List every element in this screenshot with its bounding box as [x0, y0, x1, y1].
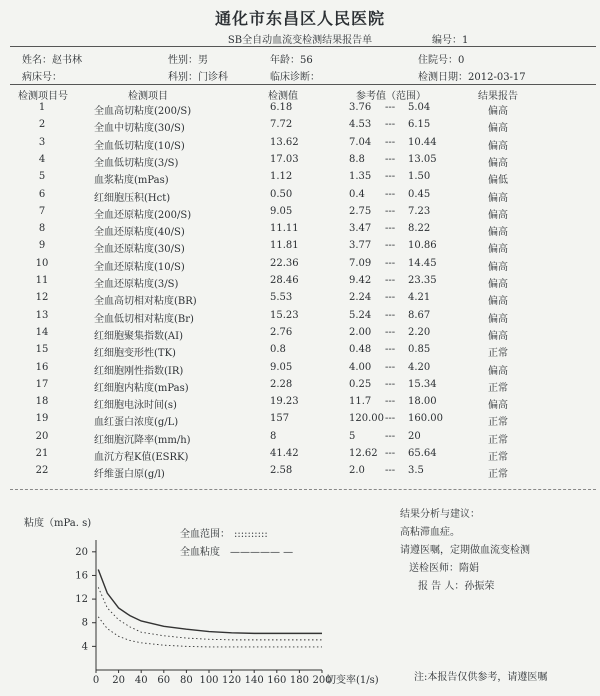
row-number: 21: [35, 448, 49, 459]
reporter-label: 报 告 人：: [418, 581, 465, 592]
row-range-low: 1.35: [349, 171, 372, 183]
patient-name-label: 姓名：: [22, 55, 52, 66]
row-range-low: 11.7: [349, 396, 372, 408]
legend-viscosity-label: 全血粘度: [180, 547, 220, 558]
row-range-high: 14.45: [408, 257, 437, 269]
row-value: 0.8: [270, 344, 286, 356]
row-item-name: 全血还原粘度(200/S): [94, 209, 192, 221]
row-range-sep: ---: [385, 240, 396, 252]
row-range-sep: ---: [385, 396, 396, 408]
table-row: [0, 292, 600, 309]
table-row: [0, 275, 600, 292]
reporter-value: 孙振荣: [464, 581, 495, 592]
row-result: 偏高: [488, 296, 508, 308]
doctor-value: 隋娟: [459, 563, 479, 574]
table-row: [0, 396, 600, 413]
table-row: [0, 206, 600, 223]
sending-doctor: [409, 559, 479, 574]
row-range-low: 5: [349, 430, 356, 442]
row-result: 偏高: [488, 244, 508, 256]
admission-number: [418, 51, 464, 66]
table-row: [0, 448, 600, 465]
row-value: 41.42: [270, 448, 299, 459]
row-result: 偏高: [488, 330, 508, 342]
row-value: 19.23: [270, 396, 299, 408]
row-value: 1.12: [270, 171, 293, 183]
x-tick-label: 200: [312, 675, 332, 686]
row-range-sep: ---: [385, 205, 396, 217]
row-item-name: 红细胞内粘度(mPas): [94, 382, 189, 394]
row-value: 28.46: [270, 275, 299, 286]
x-tick-label: 100: [199, 675, 219, 686]
row-number: 8: [38, 223, 46, 235]
row-range-low: 3.77: [349, 240, 372, 252]
row-result: 偏高: [488, 192, 508, 204]
col-header-value: 检测值: [268, 91, 298, 102]
row-number: 20: [35, 430, 49, 442]
department-label: 科别：: [168, 72, 198, 83]
patient-age-label: 年龄：: [270, 55, 300, 66]
header-rule-top: [10, 46, 596, 47]
advice-recommendation: 请遵医嘱，定期做血流变检测: [400, 545, 530, 556]
x-tick-label: 180: [289, 675, 309, 686]
hospital-name: 通化市东昌区人民医院: [214, 9, 385, 28]
row-value: 6.18: [270, 102, 293, 113]
row-item-name: 全血低切粘度(10/S): [94, 140, 185, 152]
table-row: [0, 119, 600, 136]
row-range-sep: ---: [385, 136, 396, 148]
row-range-low: 9.42: [349, 275, 372, 286]
row-number: 7: [38, 205, 46, 217]
row-range-high: 10.44: [408, 136, 437, 148]
row-range-high: 23.35: [408, 275, 437, 286]
row-range-sep: ---: [385, 119, 396, 131]
table-row: [0, 102, 600, 119]
row-result: 正常: [488, 348, 508, 360]
advice-heading: 结果分析与建议：: [400, 509, 480, 520]
legend-range-label: 全血范围：: [180, 529, 230, 540]
serial-label: 编号：: [432, 35, 462, 46]
row-number: 4: [38, 153, 46, 165]
report-title: SB全自动血流变检测结果报告单: [227, 35, 373, 46]
table-row: [0, 154, 600, 171]
y-axis-label: 粘度（mPa. s): [24, 518, 92, 529]
x-ticks: [93, 670, 332, 686]
row-range-sep: ---: [385, 223, 396, 235]
row-item-name: 全血还原粘度(3/S): [94, 279, 179, 290]
table-row: [0, 223, 600, 240]
row-value: 17.03: [270, 153, 299, 165]
row-range-low: 4.00: [349, 361, 372, 373]
x-tick-label: 140: [244, 675, 264, 686]
row-range-high: 15.34: [408, 378, 437, 390]
row-result: 正常: [488, 417, 508, 429]
department-value: 门诊科: [198, 72, 228, 83]
row-result: 正常: [488, 382, 508, 394]
row-range-sep: ---: [385, 257, 396, 269]
table-row: [0, 327, 600, 344]
row-item-name: 全血还原粘度(30/S): [94, 244, 185, 256]
row-item-name: 红细胞沉降率(mm/h): [94, 434, 191, 446]
serial-number: [432, 31, 468, 46]
row-result: 偏高: [488, 209, 508, 221]
section-divider: [10, 489, 596, 490]
row-range-high: 8.22: [408, 223, 431, 235]
table-row: [0, 258, 600, 275]
row-item-name: 红细胞变形性(TK): [94, 348, 176, 360]
row-result: 正常: [488, 434, 508, 446]
doctor-label: 送检医师：: [409, 563, 459, 574]
row-result: 偏高: [488, 365, 508, 377]
row-number: 19: [35, 413, 49, 425]
row-range-sep: ---: [385, 275, 396, 286]
row-range-sep: ---: [385, 448, 396, 459]
row-value: 2.28: [270, 378, 293, 390]
row-number: 22: [35, 465, 49, 477]
row-value: 7.72: [270, 119, 293, 131]
reporter: [418, 577, 494, 592]
row-item-name: 红细胞刚性指数(IR): [94, 365, 184, 377]
row-range-sep: ---: [385, 171, 396, 183]
y-ticks: [75, 547, 96, 653]
row-range-low: 0.48: [349, 344, 372, 356]
row-range-sep: ---: [385, 430, 396, 442]
row-result: 偏高: [488, 157, 508, 169]
row-range-high: 4.20: [408, 361, 431, 373]
row-item-name: 全血还原粘度(10/S): [94, 261, 185, 273]
row-result: 偏高: [488, 123, 508, 135]
row-range-high: 10.86: [408, 240, 437, 252]
serial-value: 1: [462, 35, 469, 46]
row-value: 8: [270, 430, 277, 442]
row-result: 偏高: [488, 400, 508, 412]
department: [168, 68, 228, 83]
row-range-low: 4.53: [349, 119, 372, 131]
row-range-low: 2.00: [349, 326, 372, 338]
table-row: [0, 240, 600, 257]
row-value: 2.58: [270, 465, 293, 477]
row-range-sep: ---: [385, 465, 396, 477]
table-row: [0, 189, 600, 206]
row-item-name: 血沉方程K值(ESRK): [94, 452, 189, 463]
row-range-sep: ---: [385, 344, 396, 356]
row-range-sep: ---: [385, 292, 396, 304]
row-range-high: 2.20: [408, 326, 431, 338]
row-item-name: 红细胞聚集指数(AI): [94, 330, 183, 342]
date-value: 2012-03-17: [468, 72, 526, 83]
y-tick-label: 8: [81, 617, 88, 629]
patient-name-value: 赵书林: [52, 55, 82, 66]
row-range-low: 7.04: [349, 136, 372, 148]
row-range-high: 0.85: [408, 344, 431, 356]
row-number: 13: [35, 309, 49, 321]
row-range-high: 0.45: [408, 188, 431, 200]
row-value: 13.62: [270, 136, 299, 148]
row-range-high: 1.50: [408, 171, 431, 183]
row-number: 9: [38, 240, 46, 252]
row-number: 6: [38, 188, 46, 200]
clinical-diagnosis: [270, 68, 320, 83]
row-value: 157: [270, 413, 290, 425]
row-item-name: 全血低切相对粘度(Br): [94, 313, 194, 325]
row-range-sep: ---: [385, 102, 396, 113]
row-number: 14: [35, 326, 49, 338]
row-range-low: 0.25: [349, 378, 372, 390]
row-result: 偏高: [488, 140, 508, 152]
row-value: 11.81: [270, 240, 299, 252]
row-range-low: 7.09: [349, 257, 372, 269]
table-row: [0, 413, 600, 430]
x-tick-label: 20: [112, 675, 125, 686]
advice-diagnosis: 高粘滞血症。: [400, 527, 460, 538]
row-value: 15.23: [270, 309, 299, 321]
row-value: 9.05: [270, 205, 293, 217]
test-date: [418, 68, 526, 83]
y-tick-label: 20: [75, 546, 88, 558]
table-row: [0, 431, 600, 448]
table-row: [0, 310, 600, 327]
admission-value: 0: [458, 55, 465, 66]
row-range-high: 8.67: [408, 309, 431, 321]
row-range-sep: ---: [385, 309, 396, 321]
x-tick-label: 60: [157, 675, 171, 686]
col-header-range: 参考值（范围）: [356, 91, 426, 102]
row-value: 11.11: [270, 223, 299, 235]
row-range-low: 0.4: [349, 188, 365, 200]
patient-gender-value: 男: [198, 55, 208, 66]
row-range-low: 8.8: [349, 153, 365, 165]
row-range-sep: ---: [385, 326, 396, 338]
bed-number: [22, 68, 62, 83]
row-item-name: 纤维蛋白原(g/l): [94, 469, 165, 481]
series-group: [98, 570, 322, 647]
row-range-sep: ---: [385, 153, 396, 165]
y-tick-label: 12: [75, 594, 88, 606]
col-header-item: 检测项目: [128, 91, 168, 102]
row-range-low: 12.62: [349, 448, 378, 459]
row-number: 18: [35, 396, 49, 408]
y-tick-label: 16: [75, 570, 88, 582]
row-range-low: 2.24: [349, 292, 372, 304]
row-number: 12: [35, 292, 49, 304]
row-result: 正常: [488, 469, 508, 481]
row-item-name: 血红蛋白浓度(g/L): [94, 417, 179, 429]
row-range-low: 2.75: [349, 205, 372, 217]
row-result: 偏高: [488, 106, 508, 117]
row-number: 5: [38, 171, 46, 183]
row-range-sep: ---: [385, 413, 396, 425]
row-range-low: 3.47: [349, 223, 372, 235]
row-item-name: 血浆粘度(mPas): [94, 175, 169, 187]
row-range-low: 5.24: [349, 309, 372, 321]
row-range-high: 4.21: [408, 292, 431, 304]
col-header-no: 检测项目号: [18, 91, 68, 102]
row-item-name: 全血低切粘度(3/S): [94, 157, 179, 169]
row-range-high: 65.64: [408, 448, 437, 459]
row-number: 17: [35, 378, 49, 390]
header-rule-bottom: [10, 84, 596, 85]
row-range-high: 6.15: [408, 119, 431, 131]
row-range-sep: ---: [385, 378, 396, 390]
row-number: 10: [35, 257, 49, 269]
row-result: 偏高: [488, 227, 508, 239]
row-number: 15: [35, 344, 49, 356]
x-axis-label: 切变率(1/s): [326, 675, 379, 686]
patient-age: [270, 51, 313, 66]
row-range-sep: ---: [385, 361, 396, 373]
row-value: 5.53: [270, 292, 293, 304]
table-row: [0, 379, 600, 396]
table-row: [0, 362, 600, 379]
row-item-name: 红细胞压积(Hct): [94, 192, 171, 204]
row-number: 11: [35, 275, 49, 286]
series-line-blood-viscosity: [98, 570, 322, 634]
row-number: 2: [38, 119, 46, 131]
x-tick-label: 40: [134, 675, 148, 686]
row-value: 0.50: [270, 188, 293, 200]
row-range-low: 2.0: [349, 465, 365, 477]
x-tick-label: 120: [222, 675, 242, 686]
row-item-name: 全血高切粘度(200/S): [94, 106, 192, 117]
patient-gender: [168, 51, 208, 66]
row-range-high: 7.23: [408, 205, 431, 217]
x-tick-label: 0: [92, 675, 100, 686]
table-row: [0, 137, 600, 154]
date-label: 检测日期：: [418, 72, 468, 83]
admission-label: 住院号：: [418, 55, 458, 66]
row-range-low: 3.76: [349, 102, 372, 113]
disclaimer-note: 注:本报告仅供参考，请遵医嘱: [414, 672, 548, 683]
row-result: 偏高: [488, 279, 508, 290]
row-range-sep: ---: [385, 188, 396, 200]
patient-name: [22, 51, 82, 66]
row-result: 偏低: [488, 175, 508, 187]
row-number: 1: [38, 102, 46, 113]
table-row: [0, 465, 600, 482]
x-tick-label: 160: [267, 675, 287, 686]
row-result: 偏高: [488, 313, 508, 325]
legend-range-mark: ::::::::::: [234, 529, 268, 540]
row-range-high: 20: [408, 430, 421, 442]
x-tick-label: 80: [180, 675, 193, 686]
row-item-name: 全血还原粘度(40/S): [94, 227, 185, 239]
row-result: 偏高: [488, 261, 508, 273]
row-range-low: 120.00: [349, 413, 384, 425]
row-range-high: 3.5: [408, 465, 424, 477]
row-item-name: 全血高切相对粘度(BR): [94, 296, 197, 308]
col-header-result: 结果报告: [478, 91, 518, 102]
row-value: 9.05: [270, 361, 293, 373]
viscosity-chart: [10, 494, 410, 694]
row-item-name: 全血中切粘度(30/S): [94, 123, 185, 135]
table-row: [0, 171, 600, 188]
row-number: 3: [38, 136, 46, 148]
row-number: 16: [35, 361, 49, 373]
row-range-high: 160.00: [408, 413, 443, 425]
row-value: 22.36: [270, 257, 299, 269]
row-range-high: 5.04: [408, 102, 431, 113]
table-row: [0, 344, 600, 361]
bed-label: 病床号：: [22, 72, 62, 83]
patient-age-value: 56: [300, 55, 313, 66]
legend-viscosity-mark: ————— —: [230, 547, 294, 558]
row-value: 2.76: [270, 326, 293, 338]
row-range-high: 13.05: [408, 153, 437, 165]
diagnosis-label: 临床诊断：: [270, 72, 320, 83]
row-item-name: 红细胞电泳时间(s): [94, 400, 177, 412]
patient-gender-label: 性别：: [168, 55, 198, 66]
y-tick-label: 4: [81, 641, 88, 653]
row-result: 正常: [488, 452, 508, 463]
row-range-high: 18.00: [408, 396, 437, 408]
